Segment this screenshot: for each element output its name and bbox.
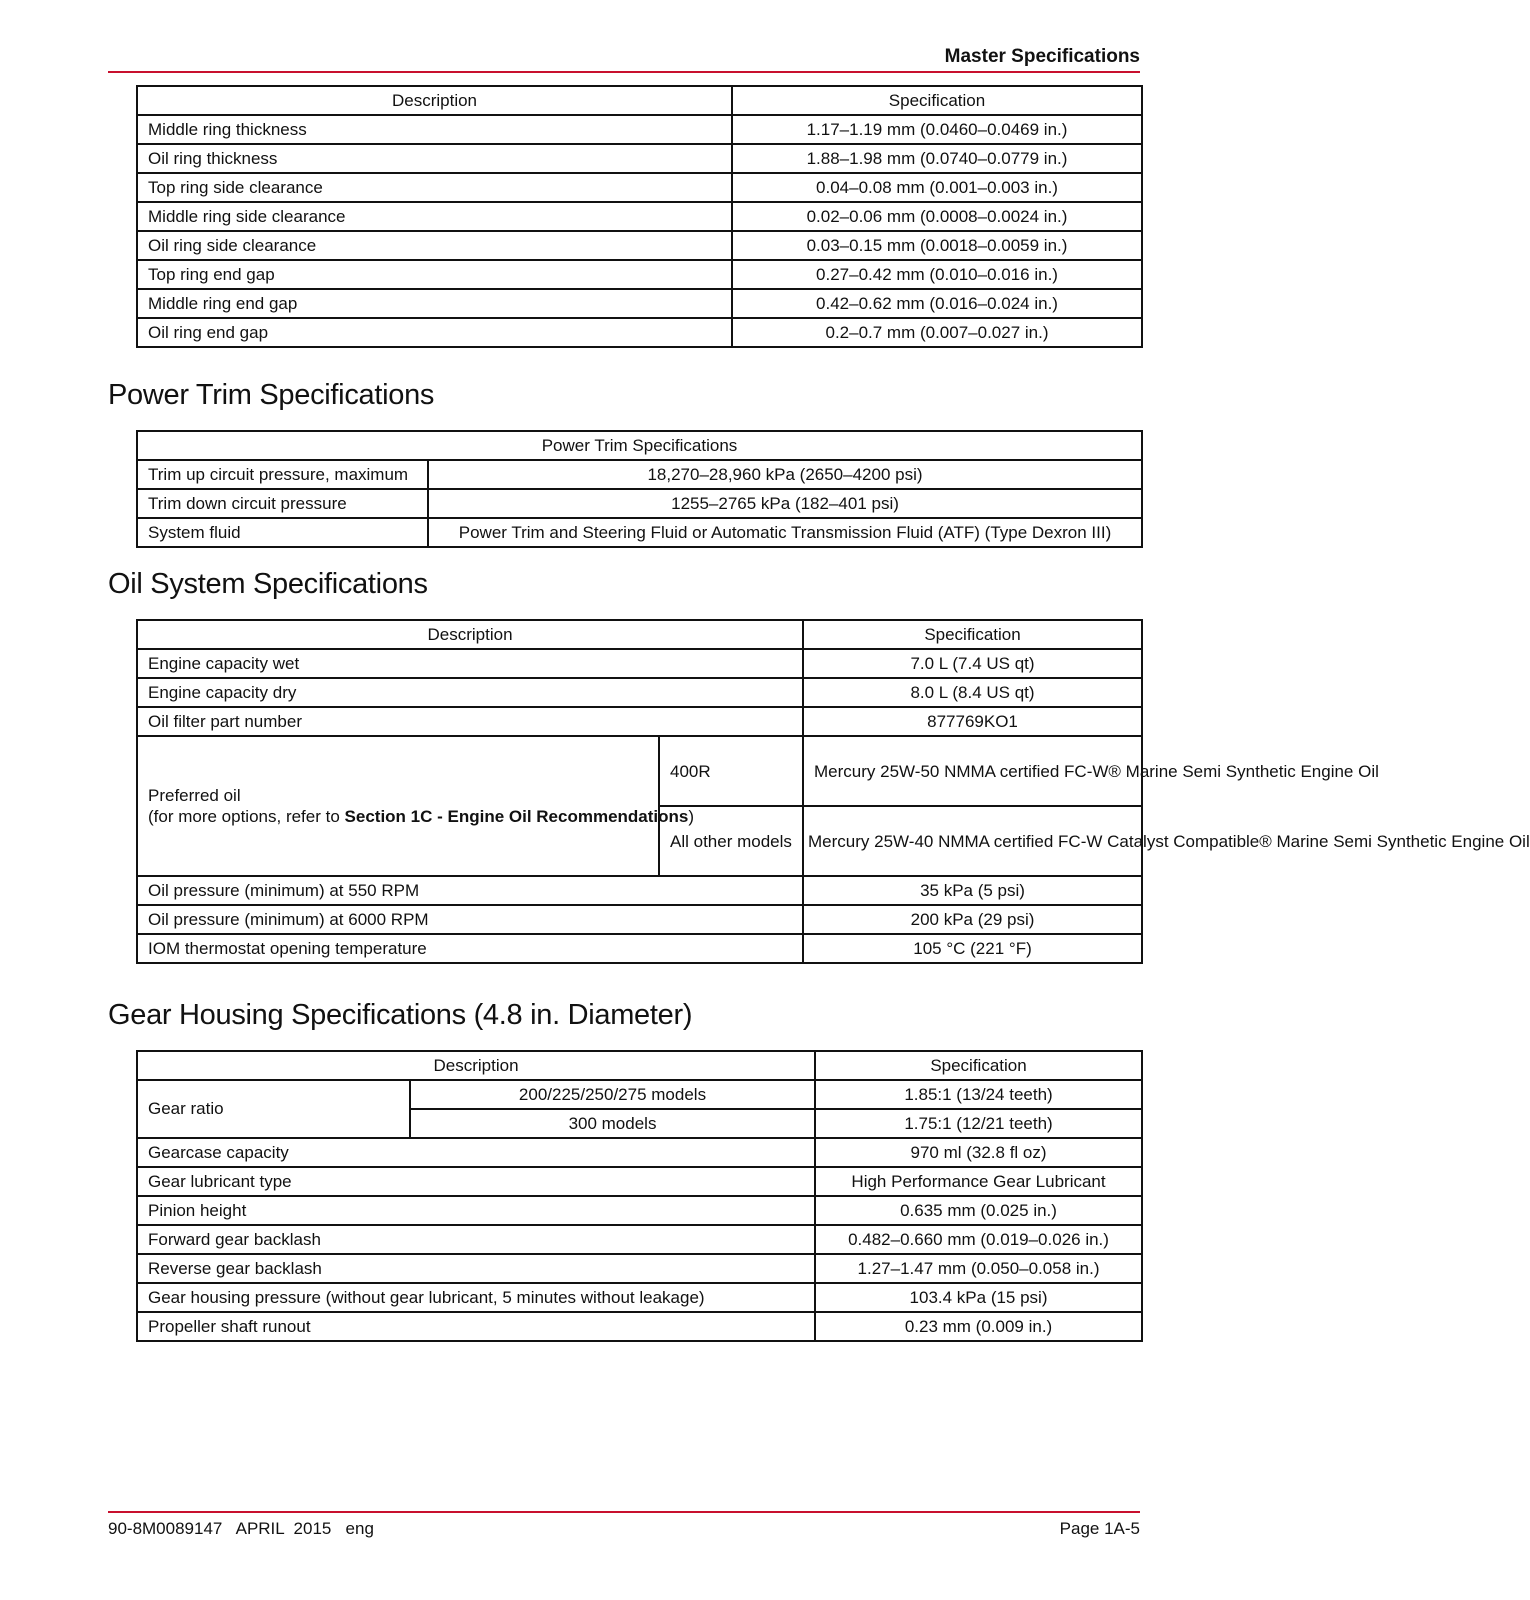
table-row xyxy=(137,202,1142,231)
column-header-specification: Specification xyxy=(815,1051,1142,1080)
model-400r: 400R xyxy=(659,736,803,806)
table-header-row xyxy=(137,86,1142,115)
column-header-description: Description xyxy=(137,1051,815,1080)
row-description: Oil pressure (minimum) at 6000 RPM xyxy=(137,905,803,934)
table-row xyxy=(137,460,1142,489)
row-description: Middle ring thickness xyxy=(137,115,732,144)
row-description: Middle ring end gap xyxy=(137,289,732,318)
row-specification: 0.635 mm (0.025 in.) xyxy=(815,1196,1142,1225)
row-description: Oil filter part number xyxy=(137,707,803,736)
row-description: Gear housing pressure (without gear lubricant, 5 minutes without leakage) xyxy=(137,1283,815,1312)
row-specification: 877769KO1 xyxy=(803,707,1142,736)
table-row xyxy=(137,1167,1142,1196)
table-row xyxy=(137,707,1142,736)
row-description: Gear lubricant type xyxy=(137,1167,815,1196)
oil-spec-all-other: Mercury 25W-40 NMMA certified FC-W Catalyst Compatible® Marine Semi Synthetic Engine Oil xyxy=(803,806,1142,876)
row-specification: 1.88–1.98 mm (0.0740–0.0779 in.) xyxy=(732,144,1142,173)
row-description: Engine capacity wet xyxy=(137,649,803,678)
table-row xyxy=(137,231,1142,260)
gear-ratio-models-1: 200/225/250/275 models xyxy=(410,1080,815,1109)
row-description: Top ring end gap xyxy=(137,260,732,289)
row-specification: 1.27–1.47 mm (0.050–0.058 in.) xyxy=(815,1254,1142,1283)
row-specification: 18,270–28,960 kPa (2650–4200 psi) xyxy=(428,460,1142,489)
table-row xyxy=(137,318,1142,347)
row-description: Trim down circuit pressure xyxy=(137,489,428,518)
row-specification: 35 kPa (5 psi) xyxy=(803,876,1142,905)
row-specification: 0.23 mm (0.009 in.) xyxy=(815,1312,1142,1341)
table-row xyxy=(137,1138,1142,1167)
table-header-row xyxy=(137,1051,1142,1080)
table-row xyxy=(137,518,1142,547)
footer-rule xyxy=(108,1511,1140,1513)
oil-spec-400r: Mercury 25W-50 NMMA certified FC-W® Marine Semi Synthetic Engine Oil xyxy=(803,736,1142,806)
row-description: Forward gear backlash xyxy=(137,1225,815,1254)
row-specification: 0.27–0.42 mm (0.010–0.016 in.) xyxy=(732,260,1142,289)
table-row xyxy=(137,678,1142,707)
gear-ratio-spec-2: 1.75:1 (12/21 teeth) xyxy=(815,1109,1142,1138)
table-row xyxy=(137,649,1142,678)
table-row xyxy=(137,144,1142,173)
column-header-specification: Specification xyxy=(803,620,1142,649)
table-row xyxy=(137,115,1142,144)
footer-document-info: 90-8M0089147 APRIL 2015 eng xyxy=(108,1519,374,1538)
row-description: Oil ring end gap xyxy=(137,318,732,347)
row-specification: 0.03–0.15 mm (0.0018–0.0059 in.) xyxy=(732,231,1142,260)
gear-ratio-label: Gear ratio xyxy=(137,1080,410,1138)
table-row xyxy=(137,736,1142,806)
row-specification: 200 kPa (29 psi) xyxy=(803,905,1142,934)
table-row xyxy=(137,489,1142,518)
row-description: Oil ring thickness xyxy=(137,144,732,173)
table-row xyxy=(137,1080,1142,1109)
table-row xyxy=(137,1196,1142,1225)
gear-housing-heading: Gear Housing Specifications (4.8 in. Diameter) xyxy=(108,999,693,1031)
row-specification: 1.17–1.19 mm (0.0460–0.0469 in.) xyxy=(732,115,1142,144)
table-row xyxy=(137,1283,1142,1312)
row-description: Middle ring side clearance xyxy=(137,202,732,231)
row-specification: 0.04–0.08 mm (0.001–0.003 in.) xyxy=(732,173,1142,202)
gear-ratio-spec-1: 1.85:1 (13/24 teeth) xyxy=(815,1080,1142,1109)
row-description: Propeller shaft runout xyxy=(137,1312,815,1341)
row-specification: 8.0 L (8.4 US qt) xyxy=(803,678,1142,707)
row-specification: 0.02–0.06 mm (0.0008–0.0024 in.) xyxy=(732,202,1142,231)
oil-system-spec-table xyxy=(136,619,1530,964)
table-row xyxy=(137,1225,1142,1254)
model-all-other: All other models xyxy=(659,806,803,876)
gear-housing-spec-table xyxy=(136,1050,1143,1342)
preferred-oil-note-suffix: ) xyxy=(688,807,695,826)
running-header-title: Master Specifications xyxy=(944,46,1140,67)
table-row xyxy=(137,1312,1142,1341)
oil-system-heading: Oil System Specifications xyxy=(108,568,428,600)
row-specification: 7.0 L (7.4 US qt) xyxy=(803,649,1142,678)
table-row xyxy=(137,876,1142,905)
row-description: Gearcase capacity xyxy=(137,1138,815,1167)
table-title: Power Trim Specifications xyxy=(137,431,1142,460)
preferred-oil-label: Preferred oil xyxy=(148,786,241,805)
column-header-description: Description xyxy=(137,620,803,649)
column-header-specification: Specification xyxy=(732,86,1142,115)
row-description: Reverse gear backlash xyxy=(137,1254,815,1283)
row-specification: 103.4 kPa (15 psi) xyxy=(815,1283,1142,1312)
row-description: IOM thermostat opening temperature xyxy=(137,934,803,963)
section-reference: Section 1C - Engine Oil Recommendations xyxy=(344,807,689,826)
power-trim-spec-table xyxy=(136,430,1143,548)
row-specification: 0.42–0.62 mm (0.016–0.024 in.) xyxy=(732,289,1142,318)
table-row xyxy=(137,289,1142,318)
row-description: System fluid xyxy=(137,518,428,547)
row-specification: 105 °C (221 °F) xyxy=(803,934,1142,963)
table-row xyxy=(137,934,1142,963)
power-trim-heading: Power Trim Specifications xyxy=(108,379,435,411)
row-description: Engine capacity dry xyxy=(137,678,803,707)
row-description: Trim up circuit pressure, maximum xyxy=(137,460,428,489)
row-description: Pinion height xyxy=(137,1196,815,1225)
table-row xyxy=(137,173,1142,202)
row-description: Top ring side clearance xyxy=(137,173,732,202)
header-rule xyxy=(108,71,1140,73)
footer-page-number: Page 1A-5 xyxy=(1059,1519,1140,1538)
preferred-oil-note-prefix: (for more options, refer to xyxy=(148,807,345,826)
row-specification: 970 ml (32.8 fl oz) xyxy=(815,1138,1142,1167)
row-specification: Power Trim and Steering Fluid or Automatic Transmission Fluid (ATF) (Type Dexron III) xyxy=(428,518,1142,547)
table-row xyxy=(137,905,1142,934)
piston-ring-spec-table xyxy=(136,85,1143,348)
row-specification: 0.482–0.660 mm (0.019–0.026 in.) xyxy=(815,1225,1142,1254)
table-row xyxy=(137,260,1142,289)
table-header-row xyxy=(137,431,1142,460)
row-specification: 1255–2765 kPa (182–401 psi) xyxy=(428,489,1142,518)
row-description: Oil ring side clearance xyxy=(137,231,732,260)
table-header-row xyxy=(137,620,1142,649)
row-specification: 0.2–0.7 mm (0.007–0.027 in.) xyxy=(732,318,1142,347)
row-description: Oil pressure (minimum) at 550 RPM xyxy=(137,876,803,905)
column-header-description: Description xyxy=(137,86,732,115)
table-row xyxy=(137,1254,1142,1283)
row-specification: High Performance Gear Lubricant xyxy=(815,1167,1142,1196)
gear-ratio-models-2: 300 models xyxy=(410,1109,815,1138)
